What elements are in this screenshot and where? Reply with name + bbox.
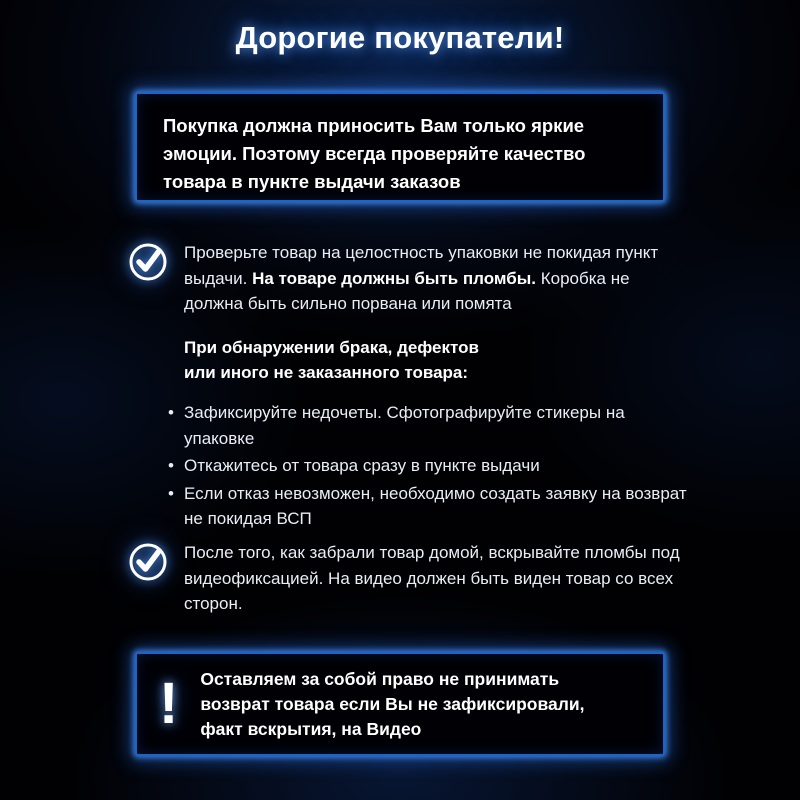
list-item-text: Откажитесь от товара сразу в пункте выдачи — [184, 456, 540, 475]
defect-subheading — [184, 335, 688, 385]
check-mark-icon — [128, 540, 174, 587]
top-notice-line: эмоции. Поэтому всегда проверяйте качество — [163, 143, 586, 164]
bottom-warning-line: факт вскрытия, на Видео — [200, 718, 422, 739]
video-paragraph: После того, как забрали товар домой, вскрывайте пломбы под видеофиксацией. На видео должен быть виден товар со всех сторон. — [184, 543, 680, 613]
inspect-part-3: Коробка не должна быть сильно порвана или помята — [184, 268, 630, 313]
inspect-paragraph — [184, 240, 688, 317]
bottom-warning-text — [200, 667, 584, 742]
list-item-text: Если отказ невозможен, необходимо создать заявку на возврат не покидая ВСП — [184, 483, 687, 528]
bottom-warning-line: Оставляем за собой право не принимать — [200, 668, 560, 689]
defect-subheading-line: или иного не заказанного товара: — [184, 362, 469, 382]
bullet-marker: • — [168, 483, 174, 503]
list-item — [168, 453, 688, 479]
top-notice-text — [163, 112, 641, 196]
instruction-block-video — [128, 540, 688, 617]
bullet-marker: • — [168, 403, 174, 422]
top-notice-line: товара в пункте выдачи заказов — [163, 171, 461, 192]
check-mark-icon-svg — [128, 242, 168, 282]
page-title: Дорогие покупатели! — [235, 20, 565, 55]
inspect-part-1: Проверьте товар на целостность упаковки не покидая пункт выдачи. — [184, 243, 659, 288]
bullet-list — [168, 400, 688, 534]
top-notice-banner — [135, 92, 665, 202]
list-item — [168, 400, 688, 451]
list-item — [168, 481, 688, 532]
bottom-warning-banner — [135, 652, 665, 756]
exclamation-mark-icon: ! — [159, 671, 179, 736]
bottom-warning-line: возврат товара если Вы не зафиксировали, — [200, 693, 585, 714]
inspect-part-2: На товаре должны быть пломбы. — [252, 268, 536, 288]
defect-subheading-line: При обнаружении брака, дефектов — [184, 337, 479, 357]
instruction-block-inspect — [128, 240, 688, 385]
check-mark-icon — [128, 240, 174, 287]
bullet-marker: • — [168, 456, 174, 475]
top-notice-line: Покупка должна приносить Вам только яркие — [163, 115, 585, 136]
list-item-text: Зафиксируйте недочеты. Сфотографируйте стикеры на упаковке — [184, 403, 625, 448]
check-mark-icon-svg — [128, 542, 168, 582]
